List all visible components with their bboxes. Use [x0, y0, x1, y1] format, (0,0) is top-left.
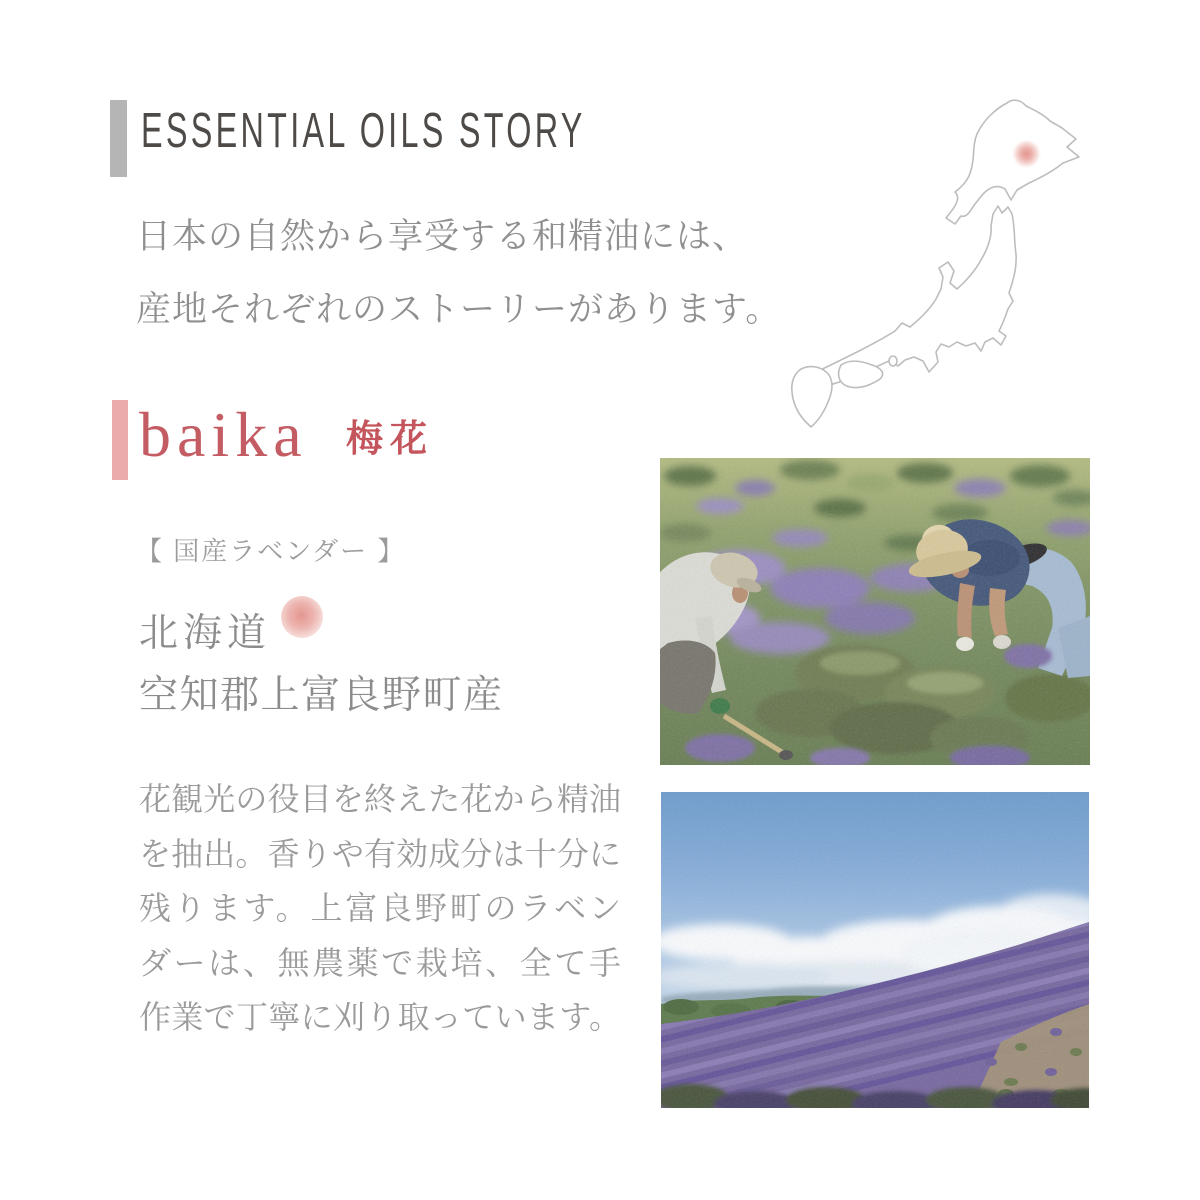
intro-line: 日本の自然から享受する和精油には、	[136, 217, 749, 256]
origin-region: 北海道	[139, 612, 272, 655]
map-hokkaido	[946, 100, 1079, 224]
category-label: 【 国産ラベンダー 】	[136, 536, 406, 566]
description-line: ダーは、無農薬で栽培、全て手	[139, 944, 621, 981]
intro-text	[136, 200, 781, 346]
japan-map-icon	[782, 92, 1125, 437]
intro-line: 産地それぞれのストーリーがあります。	[136, 290, 782, 329]
hokkaido-marker-icon	[1012, 140, 1042, 170]
description-line: 作業で丁寧に刈り取っています。	[139, 999, 621, 1035]
origin-detail: 空知郡上富良野町産	[139, 674, 504, 717]
brand-kanji: 梅花	[346, 419, 434, 460]
hokkaido-marker-dot-icon	[281, 596, 323, 638]
lavender-harvest-photo	[660, 458, 1090, 765]
page-title: ESSENTIAL OILS STORY	[141, 104, 586, 158]
heading-accent-bar	[110, 100, 127, 177]
description-line: 残ります。上富良野町のラベン	[139, 890, 621, 926]
brand-name: baika	[139, 399, 308, 470]
description-line: 花観光の役目を終えた花から精油	[139, 781, 621, 817]
lavender-field-photo	[661, 792, 1089, 1108]
map-kyushu	[792, 367, 832, 427]
brand-accent-bar	[112, 400, 128, 480]
map-honshu	[794, 206, 1016, 396]
map-awaji	[889, 356, 897, 366]
description-text	[139, 772, 621, 1045]
description-line: を抽出。香りや有効成分は十分に	[139, 835, 621, 872]
